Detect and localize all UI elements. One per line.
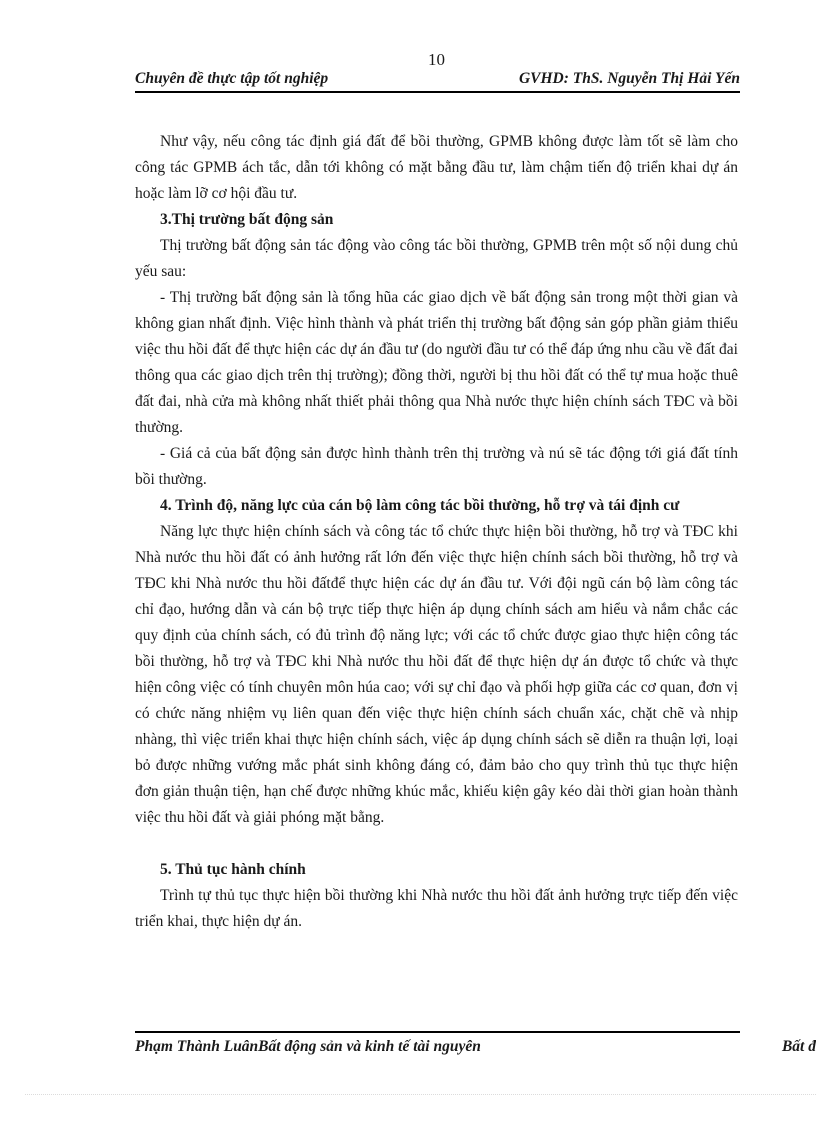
paragraph: - Thị trường bất động sản là tổng hũa các giao dịch về bất động sản trong một thời gian và không gian nhất định. Việc hình thành và phát triển thị trường bất động sản góp phần giảm thiểu việc thu hồi đất để thực hiện các dự án đầu tư (do người đầu tư có thể đáp ứng nhu cầu về đất đai thông qua các giao dịch trên thị trường); đồng thời, người bị thu hồi đất có thể tự mua hoặc thuê đất đai, nhà cửa mà không nhất thiết phải thông qua Nhà nước thực hiện chính sách TĐC và bồi thường. bbox=[135, 289, 738, 436]
footer-rule bbox=[135, 1031, 740, 1033]
paragraph: Như vậy, nếu công tác định giá đất để bồi thường, GPMB không được làm tốt sẽ làm cho công tác GPMB ách tắc, dẫn tới không có mặt bằng đầu tư, làm chậm tiến độ triển khai dự án hoặc làm lỡ cơ hội đầu tư. bbox=[135, 133, 738, 202]
section-heading: 3.Thị trường bất động sản bbox=[160, 211, 334, 228]
paragraph: Năng lực thực hiện chính sách và công tác tổ chức thực hiện bồi thường, hỗ trợ và TĐC khi Nhà nước thu hồi đất có ảnh hưởng rất lớn đến việc thực hiện chính sách bồi thường, hỗ trợ và TĐC khi Nhà nước thu hồi đấtđể thực hiện các dự án đầu tư. Với đội ngũ cán bộ làm công tác chỉ đạo, hướng dẫn và cán bộ trực tiếp thực hiện áp dụng chính sách am hiểu và nắm chắc các quy định của chính sách, có đủ trình độ năng lực; với các tổ chức được giao thực hiện công tác bồi thường, hỗ trợ và TĐC khi Nhà nước thu hồi đất để thực hiện dự án được tổ chức và thực hiện công việc có tính chuyên môn húa cao; với sự chỉ đạo và phối hợp giữa các cơ quan, đơn vị có chức năng nhiệm vụ liên quan đến việc thực hiện chính sách chuẩn xác, chặt chẽ và nhịp nhàng, thì việc triển khai thực hiện chính sách, việc áp dụng chính sách sẽ diễn ra thuận lợi, loại bỏ được những vướng mắc phát sinh không đáng có, đảm bảo cho quy trình thủ tục thực hiện đơn giản thuận tiện, hạn chế được những khúc mắc, khiếu kiện gây kéo dài thời gian hoàn thành việc thu hồi đất và giải phóng mặt bằng. bbox=[135, 523, 738, 826]
section-heading: 4. Trình độ, năng lực của cán bộ làm công tác bồi thường, hỗ trợ và tái định cư bbox=[160, 497, 680, 514]
bottom-dotted-divider bbox=[25, 1094, 816, 1095]
section-heading: 5. Thủ tục hành chính bbox=[160, 861, 306, 878]
page-footer bbox=[135, 1031, 816, 1056]
header-document-title: Chuyên đề thực tập tốt nghiệp bbox=[135, 70, 329, 87]
footer-truncated-text: Bất đ bbox=[781, 1038, 816, 1055]
paragraph-spacer bbox=[135, 831, 738, 857]
paragraph: Thị trường bất động sản tác động vào công tác bồi thường, GPMB trên một số nội dung chủ yếu sau: bbox=[135, 237, 738, 280]
paragraph: Trình tự thủ tục thực hiện bồi thường khi Nhà nước thu hồi đất ảnh hưởng trực tiếp đến việc triển khai, thực hiện dự án. bbox=[135, 887, 738, 930]
page-header bbox=[135, 70, 740, 93]
footer-author-major: Phạm Thành LuânBất động sản và kinh tế tài nguyên bbox=[135, 1038, 481, 1055]
paragraph: - Giá cả của bất động sản được hình thành trên thị trường và nú sẽ tác động tới giá đất tính bồi thường. bbox=[135, 445, 738, 488]
header-supervisor: GVHD: ThS. Nguyễn Thị Hải Yến bbox=[518, 70, 740, 87]
page-number: 10 bbox=[428, 50, 445, 69]
document-body bbox=[135, 129, 738, 935]
